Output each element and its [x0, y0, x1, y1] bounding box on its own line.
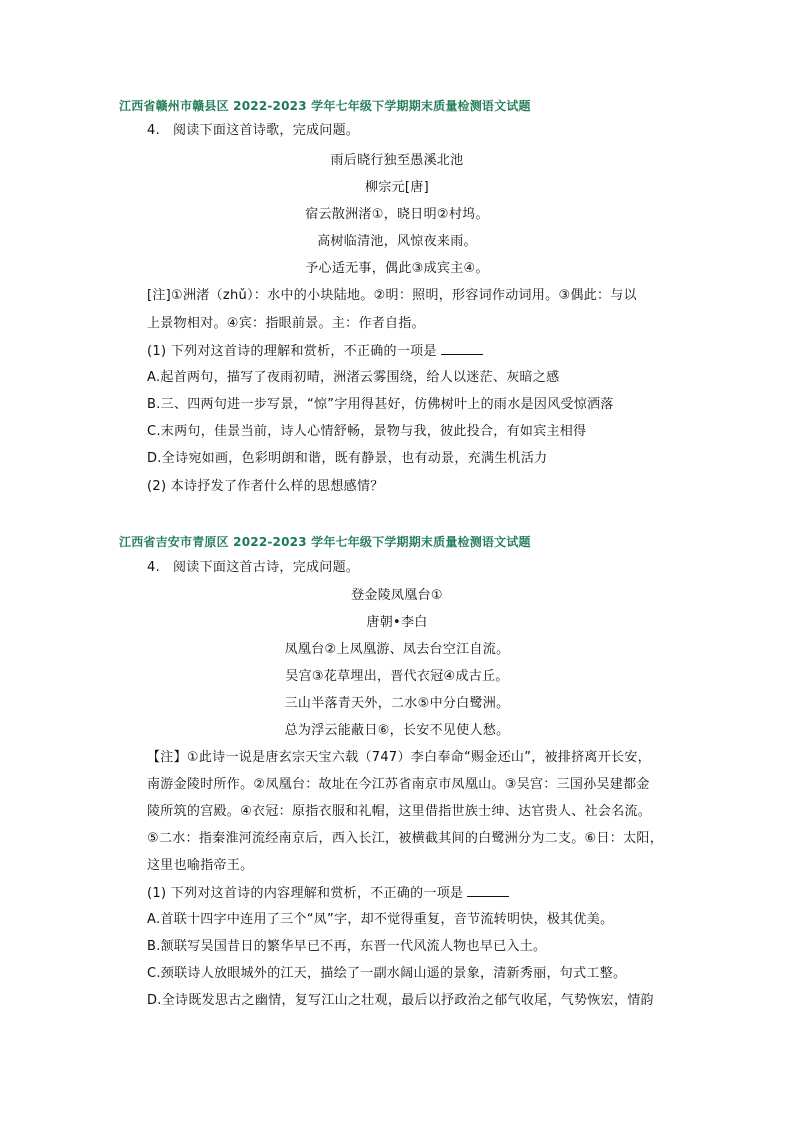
- question-4-header: [147, 122, 359, 140]
- question-prompt: 阅读下面这首诗歌，完成问题。: [173, 123, 360, 138]
- note-line: [注]①洲渚（zhǔ）：水中的小块陆地。②明：照明，形容词作动词用。③偶此：与以: [147, 288, 637, 303]
- poem-author: 柳宗元[唐]: [365, 180, 429, 195]
- poem-line: 高树临清池，风惊夜来雨。: [317, 234, 477, 249]
- option-c: C.末两句，佳景当前，诗人心情舒畅，景物与我，彼此投合，有如宾主相得: [147, 424, 587, 439]
- sub-question-1: [147, 342, 483, 361]
- note-line: 陵所筑的宫殿。④衣冠：原指衣服和礼帽，这里借指世族士绅、达官贵人、社会名流。: [147, 804, 652, 819]
- answer-blank[interactable]: [467, 884, 509, 897]
- option-b: B.颔联写吴国昔日的繁华早已不再，东晋一代风流人物也早已入土。: [147, 939, 547, 954]
- note-line: 【注】①此诗一说是唐玄宗天宝六载（747）李白奉命“赐金还山”，被排挤离开长安，: [147, 750, 651, 765]
- sub-question-1: [147, 884, 509, 903]
- poem-line: 予心适无事，偶此③成宾主④。: [305, 261, 489, 276]
- option-a: A.首联十四字中连用了三个“凤”字，却不觉得重复，音节流转明快，极其优美。: [147, 912, 614, 927]
- sub-question-text: (1) 下列对这首诗的理解和赏析，不正确的一项是: [147, 344, 437, 359]
- note-line: 上景物相对。④宾：指眼前景。主：作者自指。: [147, 316, 425, 331]
- poem-line: 凤凰台②上凤凰游、凤去台空江自流。: [284, 642, 510, 657]
- note-line: 南游金陵时所作。②凤凰台：故址在今江苏省南京市凤凰山。③吴宫：三国孙吴建都金: [147, 777, 650, 792]
- poem-line: 总为浮云能蔽日⑥，长安不见使人愁。: [284, 723, 510, 738]
- section-1-title: 江西省赣州市赣县区 2022-2023 学年七年级下学期期末质量检测语文试题: [119, 99, 531, 113]
- poem-title: 雨后晓行独至愚溪北池: [330, 153, 464, 168]
- question-4-header: [147, 559, 359, 577]
- answer-blank[interactable]: [441, 342, 483, 355]
- poem-line: 吴宫③花草埋出，晋代衣冠④成古丘。: [285, 669, 509, 684]
- poem-line: 宿云散洲渚①，晓日明②村坞。: [305, 207, 489, 222]
- poem-line: 三山半落青天外，二水⑤中分白鹭洲。: [284, 696, 510, 711]
- sub-question-text: (1) 下列对这首诗的内容理解和赏析，不正确的一项是: [147, 886, 464, 901]
- note-line: ⑤二水：指秦淮河流经南京后，西入长江，被横截其间的白鹭洲分为二支。⑥日：太阳，: [147, 831, 664, 846]
- option-c: C.颈联诗人放眼城外的江天，描绘了一副水阔山遥的景象，清新秀丽，句式工整。: [147, 966, 627, 981]
- option-d: D.全诗既发思古之幽情，复写江山之壮观，最后以抒政治之郁气收尾，气势恢宏，情韵: [147, 993, 654, 1008]
- option-a: A.起首两句，描写了夜雨初晴，洲渚云雾围绕，给人以迷茫、灰暗之感: [147, 370, 560, 385]
- question-number: 4.: [147, 560, 161, 575]
- note-line: 这里也喻指帝王。: [147, 858, 254, 873]
- poem-title: 登金陵凤凰台①: [351, 588, 443, 603]
- question-prompt: 阅读下面这首古诗，完成问题。: [173, 560, 360, 575]
- sub-question-2: (2) 本诗抒发了作者什么样的思想感情？: [147, 479, 384, 494]
- question-number: 4.: [147, 123, 161, 138]
- option-d: D.全诗宛如画，色彩明朗和谐，既有静景，也有动景，充满生机活力: [147, 451, 548, 466]
- section-2-title: 江西省吉安市青原区 2022-2023 学年七年级下学期期末质量检测语文试题: [119, 535, 531, 549]
- option-b: B.三、四两句进一步写景，“惊”字用得甚好，仿佛树叶上的雨水是因风受惊洒落: [147, 397, 614, 412]
- poem-author: 唐朝•李白: [366, 615, 428, 630]
